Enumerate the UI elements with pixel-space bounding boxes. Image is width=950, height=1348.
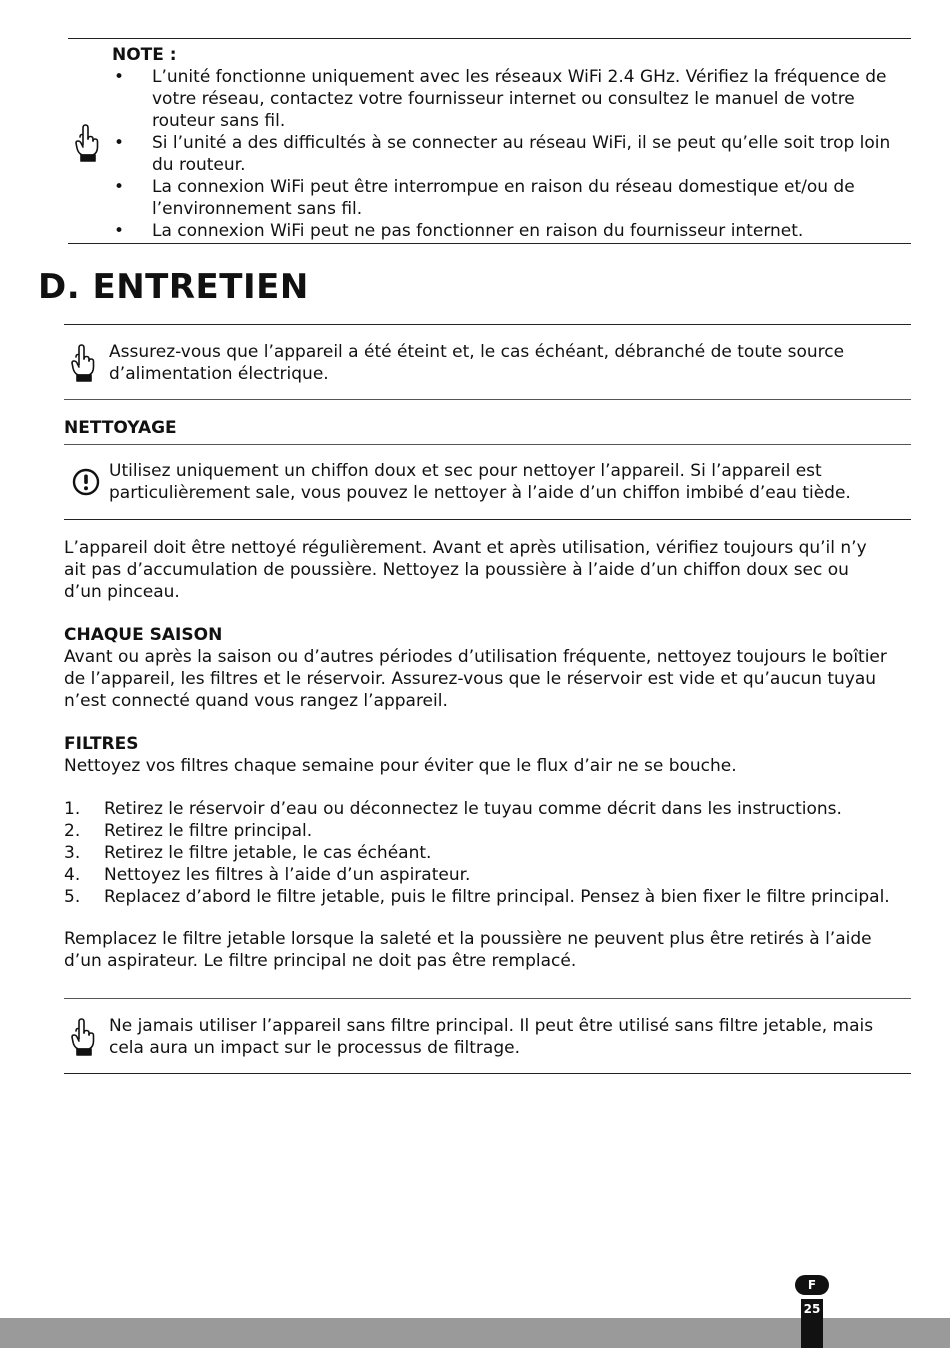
list-item [64, 864, 912, 886]
step-number: 2. [64, 821, 81, 841]
note-title: NOTE : [112, 45, 177, 65]
list-item [64, 886, 912, 908]
step-number: 1. [64, 799, 81, 819]
step-number: 5. [64, 887, 81, 907]
list-item: • Si l’unité a des difficultés à se connecter au réseau WiFi, il se peut qu’elle soit trop loin du routeur. [112, 132, 902, 176]
cleaning-heading-rule [64, 444, 911, 445]
step-text: Retirez le filtre jetable, le cas échéant. [104, 843, 432, 863]
pointing-hand-icon [70, 344, 96, 382]
season-heading: CHAQUE SAISON [64, 625, 223, 645]
exclamation-circle-icon [72, 468, 100, 496]
note-bottom-rule [68, 243, 911, 244]
filters-replace-paragraph: Remplacez le filtre jetable lorsque la saleté et la poussière ne peuvent plus être retirés à l’aide d’un aspirateur. Le filtre principal ne doit pas être remplacé. [64, 929, 872, 971]
list-item: • L’unité fonctionne uniquement avec les réseaux WiFi 2.4 GHz. Vérifiez la fréquence de votre réseau, contactez votre fournisseur internet ou consultez le manuel de votre routeur sans fil. [112, 66, 902, 132]
list-item: • La connexion WiFi peut ne pas fonctionner en raison du fournisseur internet. [112, 220, 902, 242]
final-note: Ne jamais utiliser l’appareil sans filtre principal. Il peut être utilisé sans filtre jetable, mais cela aura un impact sur le processus de filtrage. [109, 1016, 874, 1058]
step-text: Retirez le réservoir d’eau ou déconnectez le tuyau comme décrit dans les instructions. [104, 799, 842, 819]
step-text: Nettoyez les filtres à l’aide d’un aspirateur. [104, 865, 471, 885]
note-list [112, 66, 902, 242]
step-text: Retirez le filtre principal. [104, 821, 313, 841]
cleaning-heading: NETTOYAGE [64, 418, 177, 438]
language-badge: F [795, 1275, 829, 1295]
list-item [64, 842, 912, 864]
switch-off-note: Assurez-vous que l’appareil a été éteint et, le cas échéant, débranché de toute source d’alimentation électrique. [109, 342, 845, 384]
list-item [64, 820, 912, 842]
switch-off-bottom-rule [64, 399, 911, 400]
filters-intro: Nettoyez vos filtres chaque semaine pour éviter que le flux d’air ne se bouche. [64, 756, 737, 776]
step-number: 3. [64, 843, 81, 863]
list-item: • La connexion WiFi peut être interrompue en raison du réseau domestique et/ou de l’environnement sans fil. [112, 176, 902, 220]
note-top-rule [68, 38, 911, 39]
filters-steps [64, 798, 912, 908]
note-block [112, 44, 902, 242]
final-note-top-rule [64, 998, 911, 999]
final-note-bottom-rule [64, 1073, 911, 1074]
page-number: 25 [801, 1299, 823, 1348]
filters-heading: FILTRES [64, 734, 139, 754]
cleaning-warning: Utilisez uniquement un chiffon doux et sec pour nettoyer l’appareil. Si l’appareil est particulièrement sale, vous pouvez le nettoyer à l’aide d’un chiffon imbibé d’eau tiède. [109, 461, 851, 503]
step-number: 4. [64, 865, 81, 885]
cleaning-warning-bottom-rule [64, 519, 911, 520]
switch-off-top-rule [64, 324, 911, 325]
season-paragraph: Avant ou après la saison ou d’autres périodes d’utilisation fréquente, nettoyez toujours le boîtier de l’appareil, les filtres et le réservoir. Assurez-vous que le réservoir est vide et qu’aucun tuyau n’est connecté quand vous rangez l’appareil. [64, 647, 887, 711]
step-text: Replacez d’abord le filtre jetable, puis le filtre principal. Pensez à bien fixer le filtre principal. [104, 887, 890, 907]
list-item [64, 798, 912, 820]
section-title: D. ENTRETIEN [38, 267, 309, 307]
pointing-hand-icon [74, 124, 100, 162]
pointing-hand-icon [70, 1018, 96, 1056]
cleaning-paragraph: L’appareil doit être nettoyé régulièrement. Avant et après utilisation, vérifiez toujours qu’il n’y ait pas d’accumulation de poussière. Nettoyez la poussière à l’aide d’un chiffon doux sec ou d’un pinceau. [64, 538, 867, 602]
